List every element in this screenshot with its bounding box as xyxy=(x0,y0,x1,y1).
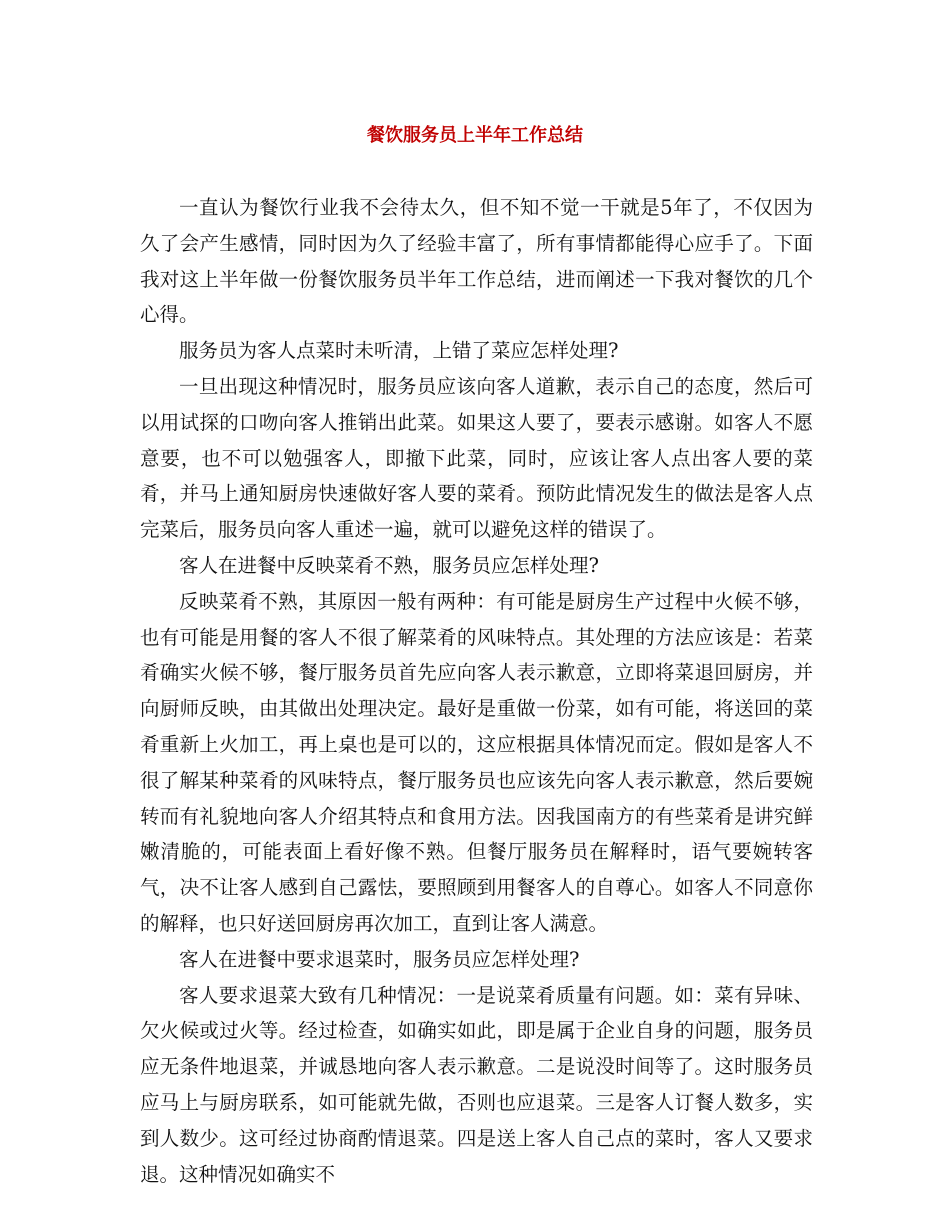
question-heading-return-dish: 客人在进餐中要求退菜时，服务员应怎样处理? xyxy=(179,947,580,971)
question-heading-wrong-dish: 服务员为客人点菜时未听清，上错了菜应怎样处理? xyxy=(179,339,619,363)
paragraph-return-dish-answer: 客人要求退菜大致有几种情况：一是说菜肴质量有问题。如：菜有异味、欠火候或过火等。经过检查，如确实如此，即是属于企业自身的问题，服务员应无条件地退菜，并诚恳地向客人表示歉意。二是说没时间等了。这时服务员应马上与厨房联系，如可能就先做，否则也应退菜。三是客人订餐人数多，实到人数少。这可经过协商酌情退菜。四是送上客人自己点的菜时，客人又要求退。这种情况如确实不 xyxy=(140,983,813,1186)
paragraph-undercooked-answer: 反映菜肴不熟，其原因一般有两种：有可能是厨房生产过程中火候不够，也有可能是用餐的客人不很了解菜肴的风味特点。其处理的方法应该是：若菜肴确实火候不够，餐厅服务员首先应向客人表示歉意，立即将菜退回厨房，并向厨师反映，由其做出处理决定。最好是重做一份菜，如有可能，将送回的菜肴重新上火加工，再上桌也是可以的，这应根据具体情况而定。假如是客人不很了解某种菜肴的风味特点，餐厅服务员也应该先向客人表示歉意，然后要婉转而有礼貌地向客人介绍其特点和食用方法。因我国南方的有些菜肴是讲究鲜嫩清脆的，可能表面上看好像不熟。但餐厅服务员在解释时，语气要婉转客气，决不让客人感到自己露怯，要照顾到用餐客人的自尊心。如客人不同意你的解释，也只好送回厨房再次加工，直到让客人满意。 xyxy=(140,589,813,935)
paragraph-intro: 一直认为餐饮行业我不会待太久，但不知不觉一干就是5年了，不仅因为久了会产生感情，同时因为久了经验丰富了，所有事情都能得心应手了。下面我对这上半年做一份餐饮服务员半年工作总结，进而阐述一下我对餐饮的几个心得。 xyxy=(140,196,813,327)
document-body xyxy=(140,190,813,1192)
paragraph-wrong-dish-answer: 一旦出现这种情况时，服务员应该向客人道歉，表示自己的态度，然后可以用试探的口吻向客人推销出此菜。如果这人要了，要表示感谢。如客人不愿意要，也不可以勉强客人，即撤下此菜，同时，应该让客人点出客人要的菜肴，并马上通知厨房快速做好客人要的菜肴。预防此情况发生的做法是客人点完菜后，服务员向客人重述一遍，就可以避免这样的错误了。 xyxy=(140,374,813,542)
document-title: 餐饮服务员上半年工作总结 xyxy=(367,125,583,146)
question-heading-undercooked: 客人在进餐中反映菜肴不熟，服务员应怎样处理? xyxy=(179,553,599,577)
